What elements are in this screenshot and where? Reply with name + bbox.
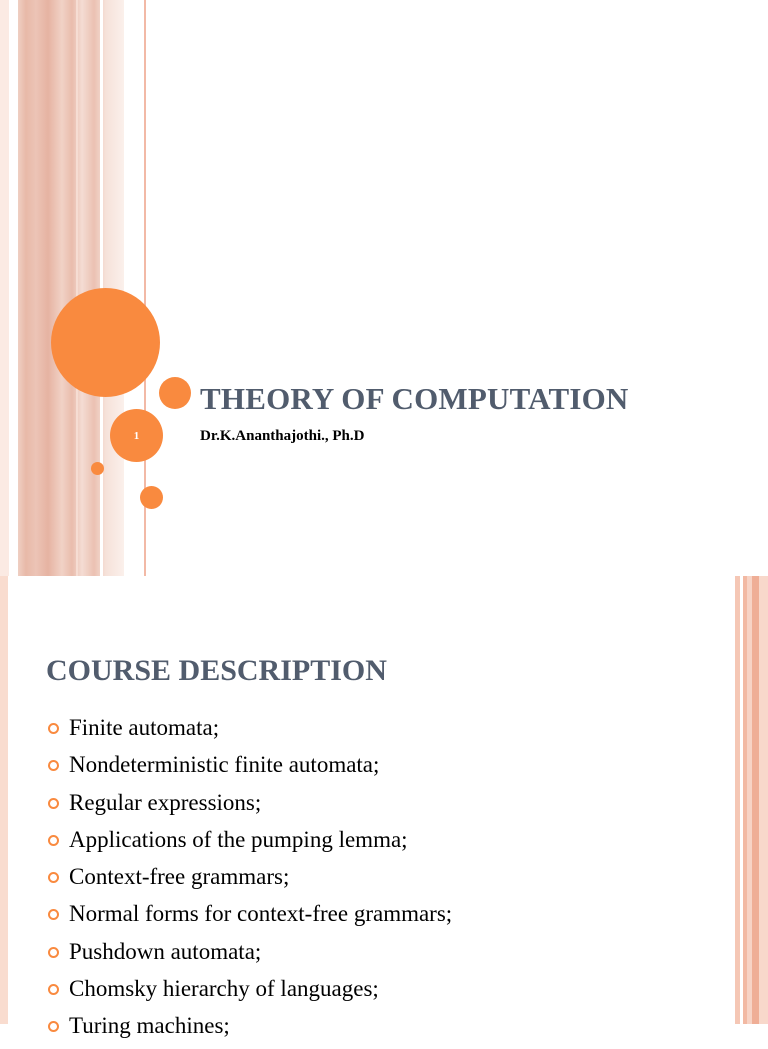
list-item	[46, 899, 452, 936]
decorative-circle-tiny	[91, 462, 104, 475]
slide-edge-decoration	[0, 576, 8, 1024]
section-title: COURSE DESCRIPTION	[46, 654, 387, 687]
list-item	[46, 788, 452, 825]
decorative-band-right	[735, 576, 768, 1024]
list-item	[46, 750, 452, 787]
slide-number-badge	[110, 409, 163, 462]
list-item-text: Chomsky hierarchy of languages;	[69, 976, 379, 1002]
slide-title: THEORY OF COMPUTATION	[200, 381, 629, 416]
bullet-icon	[48, 835, 59, 846]
list-item-text: Context-free grammars;	[69, 864, 290, 890]
bullet-icon	[48, 723, 59, 734]
bullet-icon	[48, 909, 59, 920]
decorative-circle-large	[51, 288, 160, 397]
list-item-text: Finite automata;	[69, 715, 220, 740]
bullet-list	[46, 713, 452, 1049]
bullet-icon	[48, 798, 59, 809]
list-item	[46, 862, 452, 899]
decorative-circle-medium	[159, 377, 191, 409]
list-item-text: Turing machines;	[69, 1013, 230, 1039]
bullet-icon	[48, 872, 59, 883]
decorative-circle-small	[140, 486, 163, 509]
list-item-text: Applications of the pumping lemma;	[69, 826, 408, 852]
list-item-text: Pushdown automata;	[69, 938, 262, 964]
bullet-icon	[48, 947, 59, 958]
bullet-icon	[48, 1021, 59, 1032]
list-item-text: Normal forms for context-free grammars;	[69, 901, 453, 927]
slide-edge-decoration	[0, 0, 9, 576]
band-highlight-stripe	[76, 0, 78, 576]
list-item	[46, 937, 452, 974]
list-item	[46, 713, 452, 750]
list-item-text: Regular expressions;	[69, 789, 262, 815]
list-item	[46, 825, 452, 862]
slide-subtitle: Dr.K.Ananthajothi., Ph.D	[200, 428, 365, 444]
list-item	[46, 1011, 452, 1048]
bullet-icon	[48, 984, 59, 995]
list-item	[46, 974, 452, 1011]
bullet-icon	[48, 760, 59, 771]
list-item-text: Nondeterministic finite automata;	[69, 752, 380, 778]
slide-number: 1	[133, 429, 140, 442]
course-description-slide	[0, 576, 768, 1039]
